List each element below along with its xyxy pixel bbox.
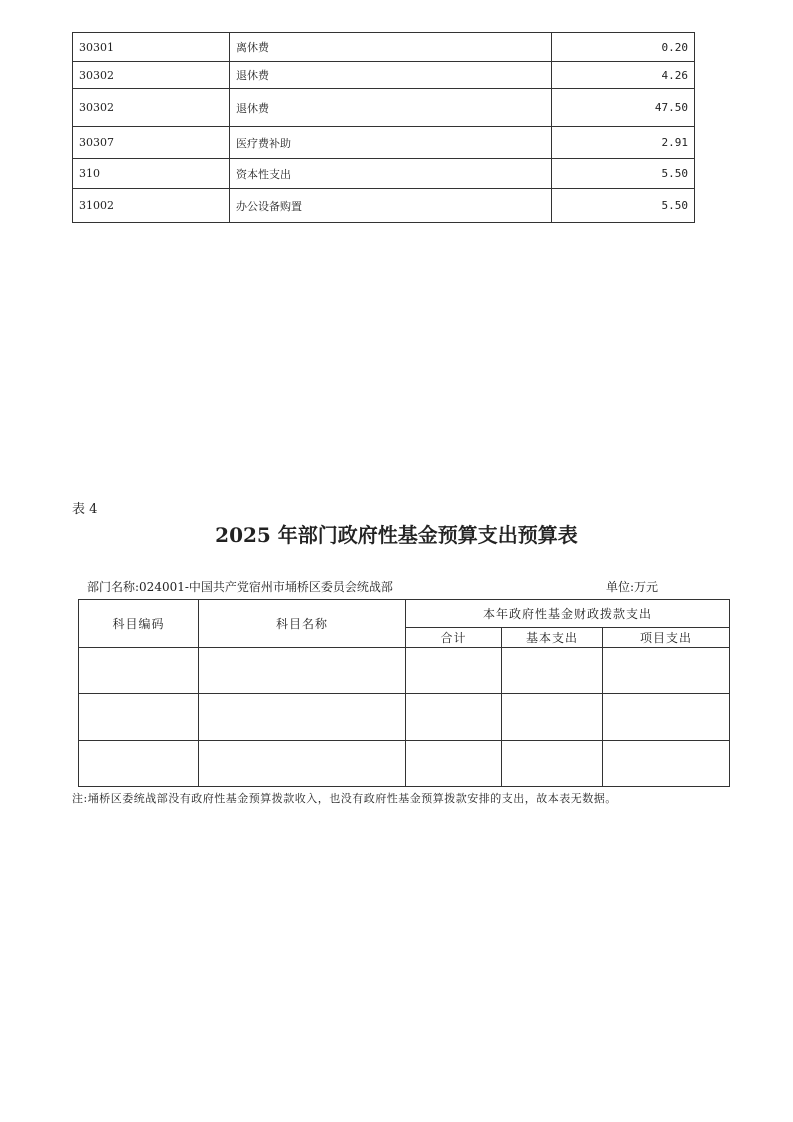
department-name: 部门名称:024001-中国共产党宿州市埇桥区委员会统战部 [87,580,393,594]
subject-name: 资本性支出 [230,159,552,189]
fund-budget-table [78,599,730,787]
table-label: 表 4 [72,502,98,517]
subject-code: 31002 [73,189,230,223]
header-total: 合计 [406,628,502,648]
empty-cell [406,694,502,741]
header-basic: 基本支出 [502,628,603,648]
unit-label: 单位:万元 [606,580,659,594]
header-group: 本年政府性基金财政拨款支出 [406,600,730,628]
subject-name: 退休费 [230,89,552,127]
empty-cell [603,648,730,694]
table-row [73,89,695,127]
expense-table [72,32,695,223]
table-row [73,62,695,89]
table-row [73,127,695,159]
amount: 2.91 [552,127,695,159]
header-name: 科目名称 [199,600,406,648]
footnote: 注:埇桥区委统战部没有政府性基金预算拨款收入，也没有政府性基金预算拨款安排的支出，故本表无数据。 [72,792,617,805]
amount: 47.50 [552,89,695,127]
subject-code: 30302 [73,89,230,127]
subject-code: 310 [73,159,230,189]
empty-cell [406,741,502,787]
amount: 5.50 [552,159,695,189]
subject-name: 退休费 [230,62,552,89]
table-row [79,741,730,787]
empty-cell [502,694,603,741]
empty-cell [603,694,730,741]
table-row [73,159,695,189]
empty-cell [199,694,406,741]
amount: 4.26 [552,62,695,89]
subject-code: 30307 [73,127,230,159]
subject-name: 医疗费补助 [230,127,552,159]
subject-code: 30301 [73,33,230,62]
page-title: 2025 年部门政府性基金预算支出预算表 [215,523,578,547]
header-project: 项目支出 [603,628,730,648]
table-row [73,33,695,62]
empty-cell [502,741,603,787]
table-row [73,189,695,223]
empty-cell [199,741,406,787]
empty-cell [79,648,199,694]
empty-cell [603,741,730,787]
empty-cell [406,648,502,694]
header-code: 科目编码 [79,600,199,648]
table-row [79,648,730,694]
table-row [79,694,730,741]
empty-cell [79,741,199,787]
amount: 0.20 [552,33,695,62]
empty-cell [502,648,603,694]
subject-name: 办公设备购置 [230,189,552,223]
subject-name: 离休费 [230,33,552,62]
empty-cell [199,648,406,694]
amount: 5.50 [552,189,695,223]
empty-cell [79,694,199,741]
header-row [79,600,730,628]
subject-code: 30302 [73,62,230,89]
